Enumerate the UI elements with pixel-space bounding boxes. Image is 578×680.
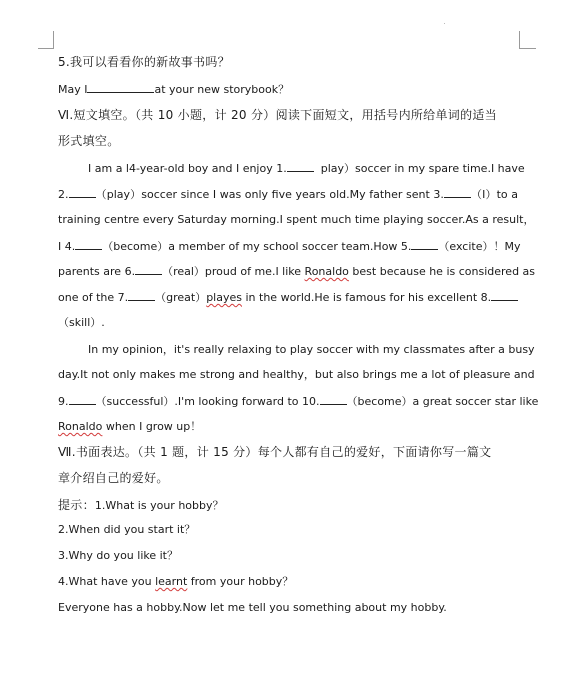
passage-line: In my opinion，it's really relaxing to play soccer with my classmates after a busy bbox=[88, 343, 535, 356]
spell-flag-playes: playes bbox=[206, 291, 242, 304]
closing-sentence: Everyone has a hobby.Now let me tell you something about my hobby. bbox=[58, 601, 447, 614]
spell-flag-learnt: learnt bbox=[155, 575, 188, 588]
passage-line: I am a l4-year-old boy and I enjoy 1. play）soccer in my spare time.I have bbox=[88, 162, 525, 175]
passage-line: I 4. （become）a member of my school soccer team.How 5. （excite）！My bbox=[58, 240, 521, 253]
q5-post: at your new storybook？ bbox=[154, 83, 290, 96]
passage-line: one of the 7. （great）playes in the world.He is famous for his excellent 8. bbox=[58, 290, 518, 305]
blank-9[interactable] bbox=[69, 394, 96, 405]
blank-10[interactable] bbox=[320, 394, 347, 405]
blank-6[interactable] bbox=[135, 264, 162, 275]
blank-7[interactable] bbox=[128, 290, 155, 301]
sec7-heading: Ⅶ.书面表达。（共 1 题，计 15 分）每个人都有自己的爱好，下面请你写一篇文 bbox=[58, 445, 492, 459]
corner-mark-top-right bbox=[519, 48, 536, 49]
page-speck bbox=[444, 23, 445, 24]
q5-blank[interactable] bbox=[87, 82, 154, 93]
blank-1[interactable] bbox=[287, 161, 314, 172]
blank-8[interactable] bbox=[491, 290, 518, 301]
blank-3[interactable] bbox=[444, 187, 471, 198]
tip-line: 4.What have you learnt from your hobby？ bbox=[58, 575, 294, 588]
blank-5[interactable] bbox=[411, 239, 438, 250]
passage-line: day.It not only makes me strong and healthy，but also brings me a lot of pleasure and bbox=[58, 368, 535, 381]
corner-mark-top-left bbox=[53, 31, 54, 48]
spell-flag-ronaldo: Ronaldo bbox=[58, 420, 103, 433]
passage-line: 9. （successful）.I'm looking forward to 10. （become）a great soccer star like bbox=[58, 395, 539, 408]
passage-line: training centre every Saturday morning.I spent much time playing soccer.As a result， bbox=[58, 213, 535, 226]
sec6-heading: Ⅵ.短文填空。（共 10 小题，计 20 分）阅读下面短文，用括号内所给单词的适当 bbox=[58, 108, 497, 122]
tips-label: 提示： bbox=[58, 498, 95, 512]
spell-flag-ronaldo: Ronaldo bbox=[304, 265, 349, 278]
tip-line: 提示：1.What is your hobby？ bbox=[58, 498, 224, 512]
q5-prompt: 5.我可以看看你的新故事书吗？ bbox=[58, 55, 230, 69]
passage-line: （skill）. bbox=[58, 316, 105, 329]
tip-line: 2.When did you start it？ bbox=[58, 523, 196, 536]
q5-sentence bbox=[58, 82, 289, 97]
blank-4[interactable] bbox=[75, 239, 102, 250]
blank-2[interactable] bbox=[69, 187, 96, 198]
corner-mark-top-left bbox=[38, 48, 54, 49]
passage-line: 2. （play）soccer since I was only five years old.My father sent 3. （I）to a bbox=[58, 188, 518, 201]
passage-line: parents are 6. （real）proud of me.I like Ronaldo best because he is considered as bbox=[58, 265, 536, 278]
sec6-heading-cont: 形式填空。 bbox=[58, 134, 120, 148]
sec7-heading-cont: 章介绍自己的爱好。 bbox=[58, 471, 169, 485]
q5-pre: May I bbox=[58, 83, 88, 96]
tip-line: 3.Why do you like it？ bbox=[58, 549, 178, 562]
passage-line: Ronaldo when I grow up！ bbox=[58, 420, 202, 433]
corner-mark-top-right bbox=[519, 31, 520, 48]
